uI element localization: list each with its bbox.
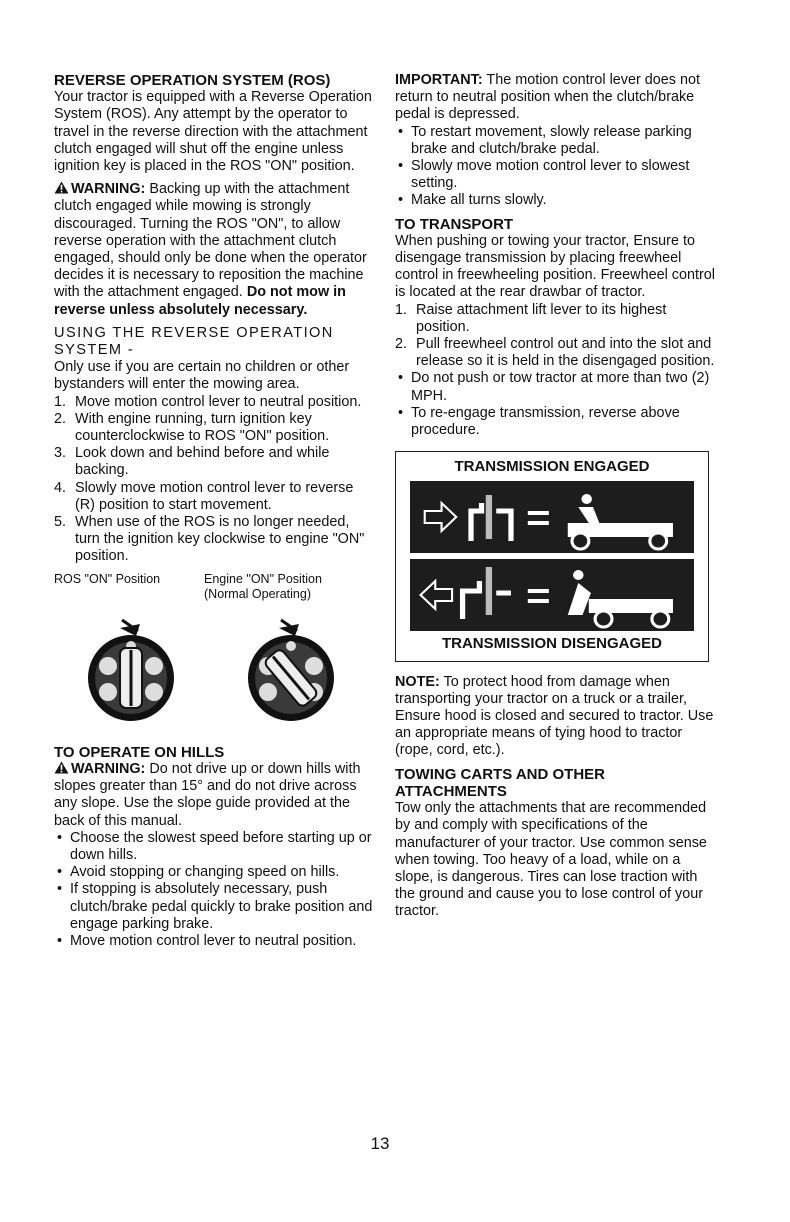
list-item: • To restart movement, slowly release parking brake and clutch/brake pedal. (398, 123, 692, 157)
list-item: • Choose the slowest speed before starting up or down hills. (57, 829, 372, 863)
using-ros-body: Only use if you are certain no children or other bystanders will enter the mowing area. (54, 359, 350, 393)
list-item: 2. With engine running, turn ignition key counterclockwise to ROS "ON" position. (54, 410, 330, 445)
ignition-knob-figure (54, 606, 376, 736)
important-bullets (395, 124, 717, 210)
transport-steps (395, 302, 717, 371)
left-column (54, 72, 376, 950)
warning-paragraph-1 (54, 181, 376, 319)
list-item: 4. Slowly move motion control lever to reverse (R) position to start movement. (54, 479, 354, 513)
towing-body: Tow only the attachments that are recommended by and comply with specifications of the manufacturer of your tractor. Use common sense when towing. Too heavy of a load, while on a slope, is dangerous. Tires can lose traction with the ground and cause you to lose control of your tractor. (395, 800, 707, 920)
important-paragraph (395, 72, 717, 124)
right-column (395, 72, 717, 921)
ros-steps-list (54, 394, 376, 566)
caption-engine: Engine "ON" Position (Normal Operating) (204, 571, 322, 601)
hills-bullets (54, 830, 376, 950)
warning-text-2: Do not drive up or down hills with slopes greater than 15° and do not drive across any slope. Use the slope guide provided at the back of this manual. (54, 760, 361, 829)
list-item: 1. Raise attachment lift lever to its highest position. (395, 301, 667, 335)
ignition-knob-engine-icon (248, 620, 334, 721)
note-paragraph (395, 674, 717, 760)
transmission-figure (395, 451, 709, 661)
ignition-knob-ros-icon (88, 620, 174, 721)
warning-paragraph-2 (54, 761, 376, 830)
warning-triangle-icon (54, 181, 69, 194)
using-ros-heading: USING THE REVERSE OPERATION SYSTEM - (54, 324, 334, 359)
page-number: 13 (370, 1134, 390, 1153)
transmission-engaged-icon (410, 481, 694, 553)
transport-heading: TO TRANSPORT (395, 215, 514, 233)
ignition-knobs-svg (54, 606, 376, 736)
list-item: • Avoid stopping or changing speed on hills. (57, 864, 340, 881)
important-text: The motion control lever does not return to neutral position when the clutch/brake pedal is depressed. (395, 72, 700, 123)
transport-body: When pushing or towing your tractor, Ensure to disengage transmission by placing freewheel control in freewheeling position. Freewheel control is located at the rear drawbar of tractor. (395, 232, 715, 301)
warning-text-1: Backing up with the attachment clutch engaged while mowing is strongly discouraged. Turning the ROS "ON", to allow reverse operation with the attachment clutch engaged, should only be done when the operator decides it is necessary to reposition the machine with the attachment engaged. (54, 181, 367, 301)
hills-heading: TO OPERATE ON HILLS (54, 743, 225, 761)
important-label: IMPORTANT: (395, 72, 483, 88)
knob-captions (54, 572, 376, 602)
list-item: 1. Move motion control lever to neutral position. (54, 393, 362, 410)
warning-label-2: WARNING: (71, 760, 146, 777)
list-item: 3. Look down and behind before and while backing. (54, 445, 330, 479)
list-item: 5. When use of the ROS is no longer needed, turn the ignition key clockwise to engine "ON" position. (54, 514, 365, 565)
list-item: • Do not push or tow tractor at more than two (2) MPH. (398, 370, 710, 404)
list-item: • If stopping is absolutely necessary, push clutch/brake pedal quickly to brake position and engage parking brake. (57, 881, 373, 932)
list-item: 2. Pull freewheel control out and into the slot and release so it is held in the disengaged position. (395, 336, 715, 370)
note-text: To protect hood from damage when transporting your tractor on a truck or a trailer, Ensure hood is closed and secured to tractor. Use an appropriate means of tying hood to tractor (rope, cord, etc.). (395, 673, 714, 759)
list-item: • Make all turns slowly. (398, 192, 547, 209)
list-item: • Move motion control lever to neutral position. (57, 932, 357, 949)
warning-emphasis-1: Do not mow in reverse unless absolutely necessary. (54, 284, 346, 318)
caption-ros: ROS "ON" Position (54, 571, 161, 586)
transmission-disengaged-icon (410, 559, 694, 631)
towing-heading: TOWING CARTS AND OTHER ATTACHMENTS (395, 765, 605, 800)
warning-label-1: WARNING: (71, 181, 146, 198)
list-item: • Slowly move motion control lever to slowest setting. (398, 158, 690, 192)
list-item: • To re-engage transmission, reverse above procedure. (398, 404, 680, 439)
note-label: NOTE: (395, 673, 440, 690)
transmission-disengaged-label: TRANSMISSION DISENGAGED (441, 635, 663, 653)
transmission-engaged-label: TRANSMISSION ENGAGED (454, 458, 650, 476)
transport-bullets (395, 370, 717, 439)
ros-heading: REVERSE OPERATION SYSTEM (ROS) (54, 72, 331, 89)
warning-triangle-icon (54, 761, 69, 774)
ros-body: Your tractor is equipped with a Reverse Operation System (ROS). Any attempt by the operator to travel in the reverse direction with the attachment clutch engaged will shut off the engine unless ignition key is placed in the ROS "ON" position. (54, 89, 372, 175)
